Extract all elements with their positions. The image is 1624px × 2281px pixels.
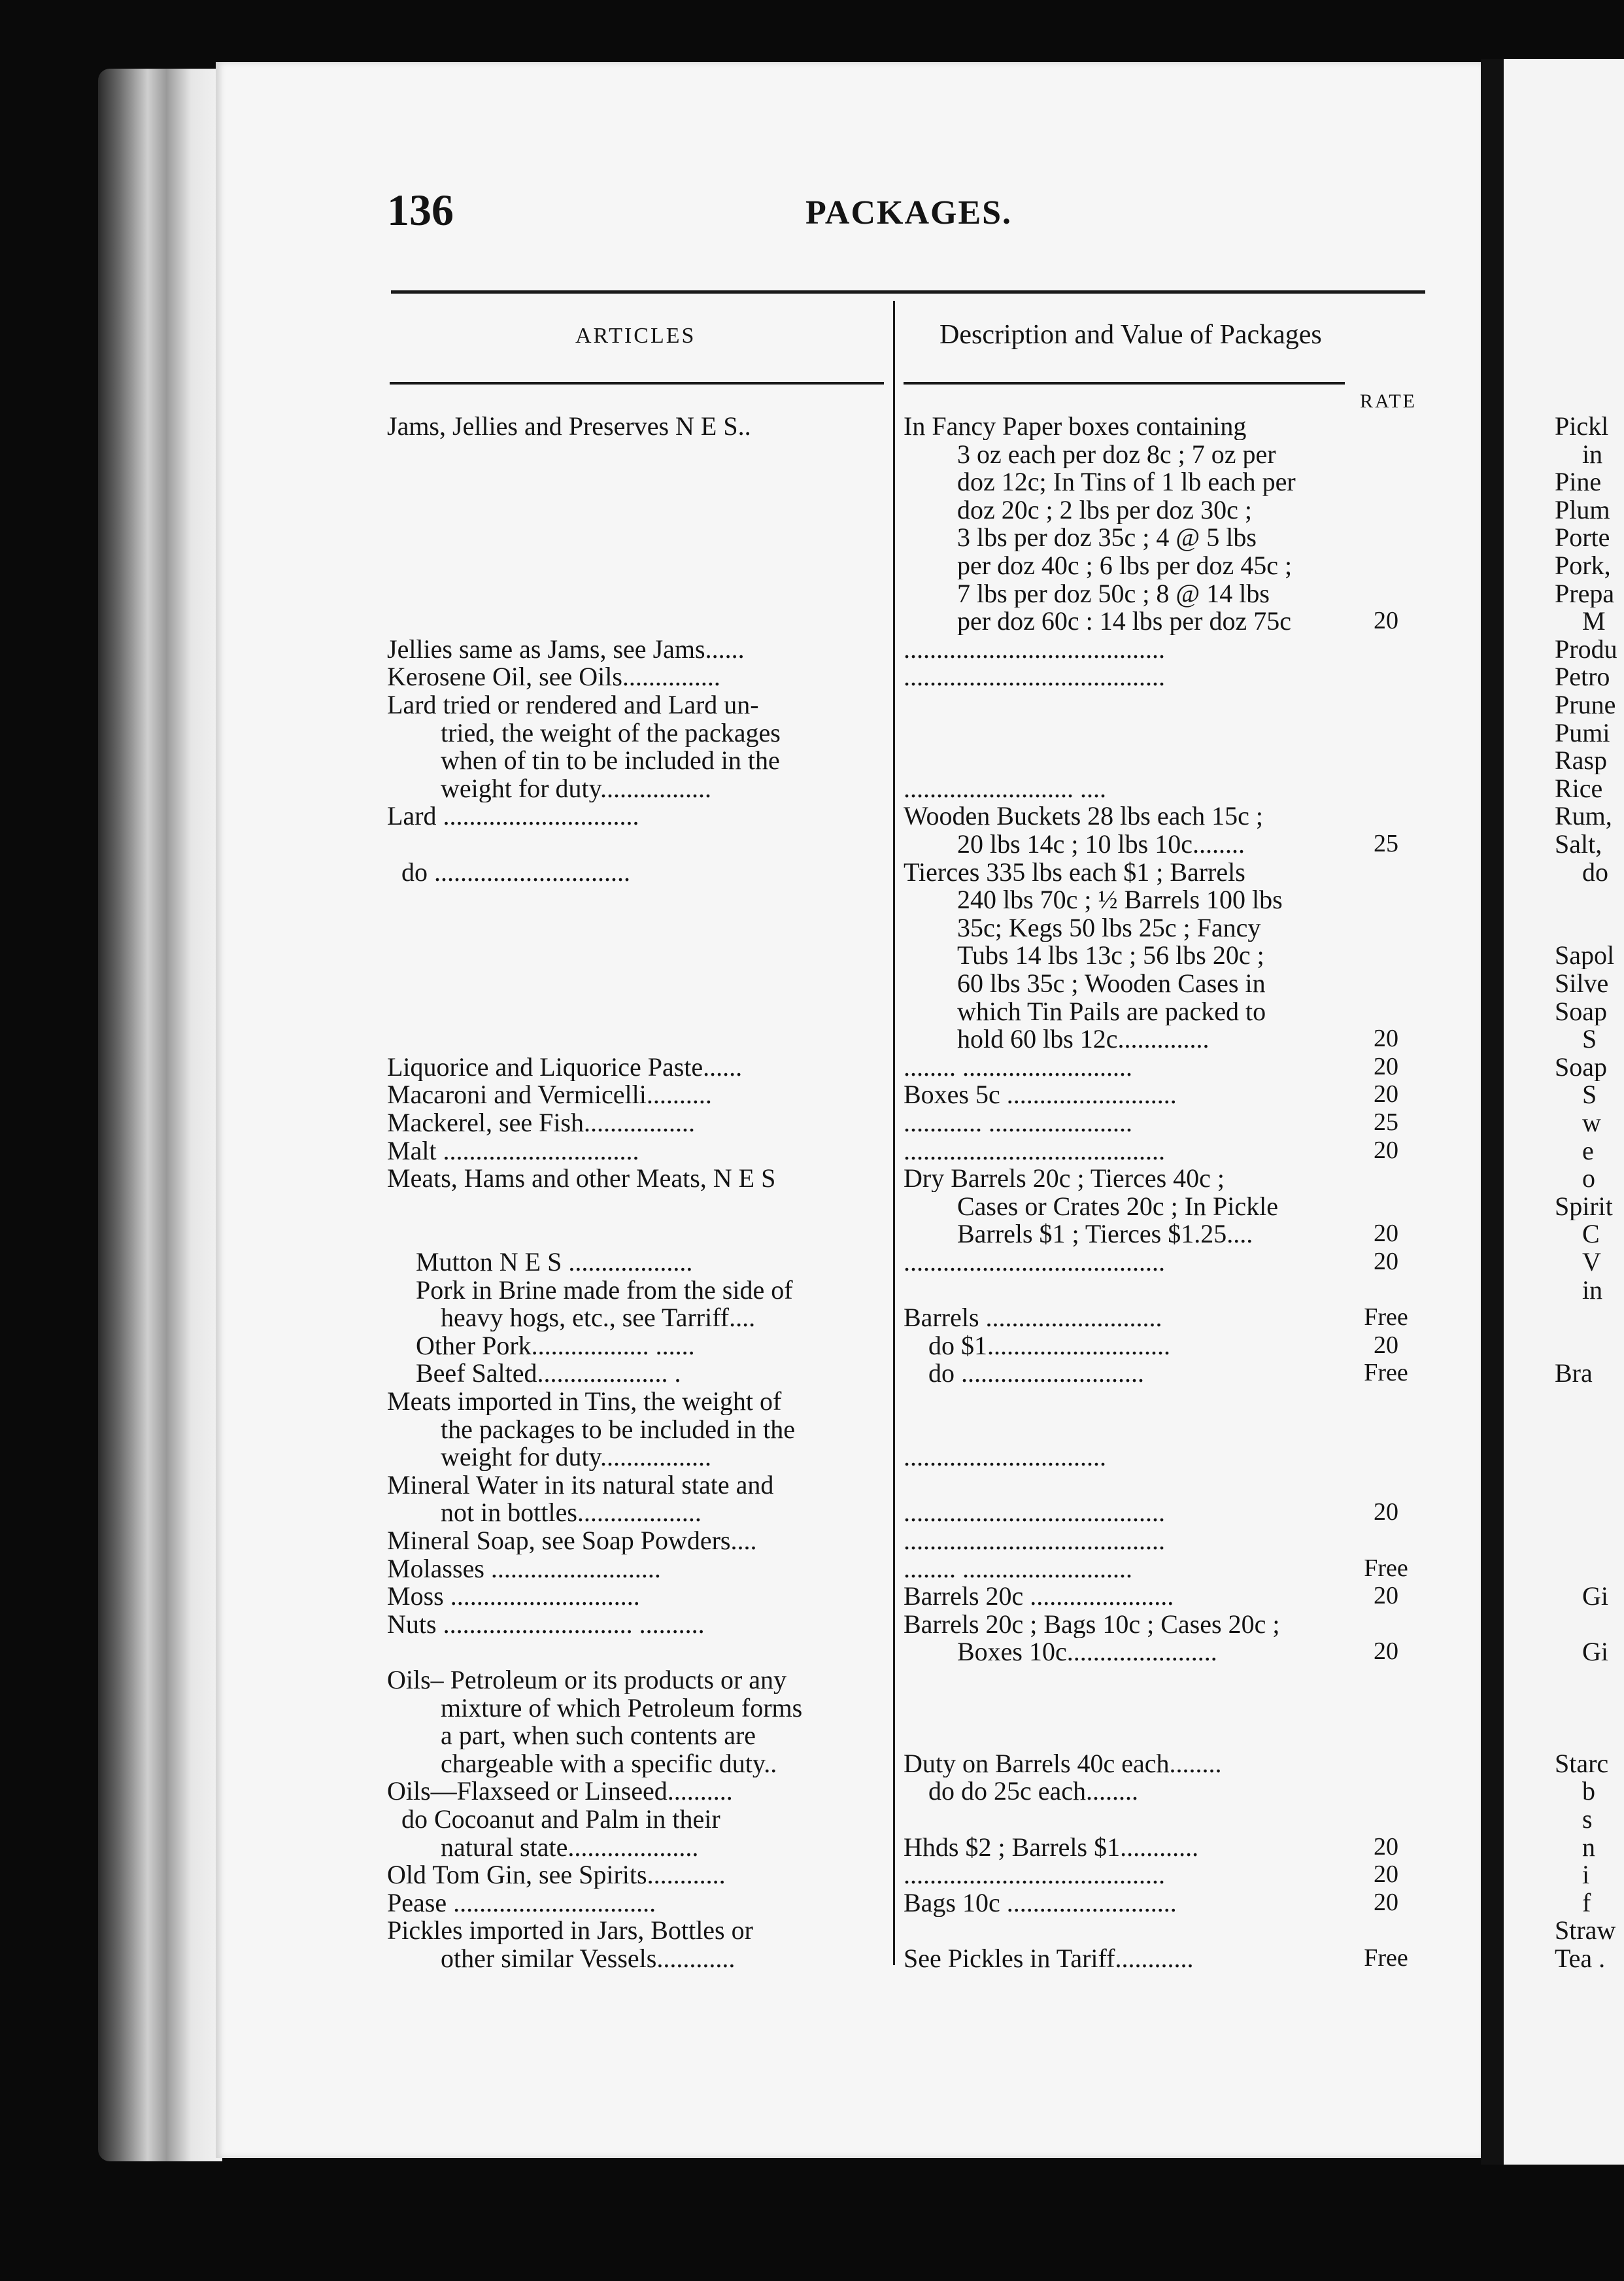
page-edge	[98, 69, 222, 2161]
package-description: Bags 10c ..........................	[904, 1889, 1177, 1917]
article-text: Lard ..............................	[387, 802, 639, 830]
article-text: Old Tom Gin, see Spirits............	[387, 1861, 726, 1889]
duty-rate: Free	[1364, 1359, 1408, 1386]
article-text: Other Pork.................. ......	[416, 1331, 695, 1360]
duty-rate: 20	[1374, 1582, 1398, 1609]
article-text: Macaroni and Vermicelli..........	[387, 1080, 712, 1108]
article-text: Kerosene Oil, see Oils...............	[387, 662, 720, 691]
facing-page-fragment: Petro	[1555, 662, 1610, 691]
article-text: Liquorice and Liquorice Paste......	[387, 1053, 743, 1081]
facing-page-fragment: S	[1582, 1025, 1597, 1053]
package-description: ........................................	[904, 1498, 1165, 1526]
package-description: Hhds $2 ; Barrels $1............	[904, 1833, 1199, 1861]
package-description: doz 12c; In Tins of 1 lb each per	[957, 468, 1296, 496]
facing-page-fragment: V	[1582, 1248, 1601, 1276]
article-text: not in bottles...................	[441, 1498, 702, 1526]
article-text: Oils– Petroleum or its products or any	[387, 1666, 787, 1694]
page-header	[387, 184, 1427, 243]
package-description: do do 25c each........	[928, 1777, 1139, 1805]
article-text: Beef Salted.................... .	[416, 1359, 681, 1387]
package-description: ............ ......................	[904, 1108, 1132, 1137]
running-head: PACKAGES.	[805, 194, 1013, 232]
duty-rate: 20	[1374, 1498, 1398, 1526]
facing-page-fragment: n	[1582, 1833, 1595, 1861]
package-description: Boxes 10c.......................	[957, 1638, 1217, 1666]
article-text: Pease ...............................	[387, 1889, 656, 1917]
article-text: Mineral Water in its natural state and	[387, 1471, 774, 1499]
package-description: See Pickles in Tariff............	[904, 1944, 1194, 1972]
package-description: ........................................	[904, 1248, 1165, 1276]
column-divider	[893, 301, 895, 1965]
duty-rate: 20	[1374, 1248, 1398, 1275]
duty-rate: 20	[1374, 1220, 1398, 1247]
package-description: 20 lbs 14c ; 10 lbs 10c........	[957, 830, 1245, 858]
article-text: Jellies same as Jams, see Jams......	[387, 635, 745, 663]
facing-page-fragment: Soap	[1555, 1053, 1607, 1081]
duty-rate: 25	[1374, 830, 1398, 857]
article-text: Meats imported in Tins, the weight of	[387, 1387, 782, 1415]
facing-page-fragment: w	[1582, 1108, 1601, 1137]
facing-page-fragment: Rasp	[1555, 746, 1607, 774]
duty-rate: 20	[1374, 1833, 1398, 1861]
article-text: weight for duty.................	[441, 774, 712, 802]
facing-page-fragment: Pine	[1555, 468, 1602, 496]
article-text: natural state....................	[441, 1833, 699, 1861]
facing-page-fragment: Pickl	[1555, 412, 1609, 440]
package-description: hold 60 lbs 12c..............	[957, 1025, 1210, 1053]
facing-page-fragment: M	[1582, 607, 1606, 635]
duty-rate: Free	[1364, 1554, 1408, 1582]
package-description: Dry Barrels 20c ; Tierces 40c ;	[904, 1164, 1225, 1192]
facing-page-fragment: b	[1582, 1777, 1595, 1805]
facing-page-fragment: Porte	[1555, 523, 1610, 551]
duty-rate: 20	[1374, 607, 1398, 634]
package-description: ........ ..........................	[904, 1053, 1132, 1081]
package-description: ........................................	[904, 1526, 1165, 1554]
article-text: other similar Vessels............	[441, 1944, 736, 1972]
book-gutter	[1481, 59, 1504, 2165]
package-description: 7 lbs per doz 50c ; 8 @ 14 lbs	[957, 579, 1270, 608]
duty-rate: Free	[1364, 1944, 1408, 1972]
package-description: Tierces 335 lbs each $1 ; Barrels	[904, 858, 1245, 886]
package-description: ........................................	[904, 635, 1165, 663]
facing-page-fragment: f	[1582, 1889, 1591, 1917]
article-text: mixture of which Petroleum forms	[441, 1694, 803, 1722]
article-text: heavy hogs, etc., see Tarriff....	[441, 1303, 756, 1331]
facing-page-fragment: Prune	[1555, 691, 1616, 719]
article-text: Mackerel, see Fish.................	[387, 1108, 696, 1137]
facing-page-fragment: in	[1582, 1276, 1603, 1304]
package-description: Tubs 14 lbs 13c ; 56 lbs 20c ;	[957, 941, 1264, 969]
facing-page-fragment: Tea .	[1555, 1944, 1606, 1972]
article-text: Lard tried or rendered and Lard un-	[387, 691, 759, 719]
article-text: when of tin to be included in the	[441, 746, 780, 774]
package-description: 60 lbs 35c ; Wooden Cases in	[957, 969, 1266, 997]
package-description: In Fancy Paper boxes containing	[904, 412, 1247, 440]
article-text: weight for duty.................	[441, 1443, 712, 1471]
package-description: Wooden Buckets 28 lbs each 15c ;	[904, 802, 1263, 830]
article-text: Jams, Jellies and Preserves N E S..	[387, 412, 751, 440]
package-description: ........................................	[904, 1137, 1165, 1165]
package-description: .......................... ....	[904, 774, 1106, 802]
facing-page-fragment: Spirit	[1555, 1192, 1613, 1220]
article-text: do ..............................	[401, 858, 630, 886]
package-description: Barrels $1 ; Tierces $1.25....	[957, 1220, 1253, 1248]
facing-page-fragment: C	[1582, 1220, 1600, 1248]
facing-page-fragment: Rum,	[1555, 802, 1612, 830]
facing-page-fragment: Plum	[1555, 496, 1610, 524]
package-description: ........................................	[904, 662, 1165, 691]
duty-rate: 20	[1374, 1889, 1398, 1916]
facing-page-fragment: Sapol	[1555, 941, 1615, 969]
package-description: 240 lbs 70c ; ½ Barrels 100 lbs	[957, 885, 1283, 914]
facing-page-fragment: Soap	[1555, 997, 1607, 1025]
package-description: ........ ..........................	[904, 1554, 1132, 1583]
duty-rate: 20	[1374, 1331, 1398, 1359]
facing-page-fragment: Pork,	[1555, 551, 1611, 579]
package-description: Boxes 5c ..........................	[904, 1080, 1177, 1108]
package-description: 3 oz each per doz 8c ; 7 oz per	[957, 440, 1276, 468]
package-description: Barrels 20c ; Bags 10c ; Cases 20c ;	[904, 1610, 1280, 1638]
package-description: ...............................	[904, 1443, 1106, 1471]
package-description: per doz 60c : 14 lbs per doz 75c	[957, 607, 1291, 635]
package-description: do ............................	[928, 1359, 1144, 1387]
duty-rate: 20	[1374, 1025, 1398, 1052]
duty-rate: 20	[1374, 1638, 1398, 1665]
package-description: ........................................	[904, 1861, 1165, 1889]
article-text: Meats, Hams and other Meats, N E S	[387, 1164, 776, 1192]
article-text: a part, when such contents are	[441, 1721, 756, 1749]
facing-page-fragment: in	[1582, 440, 1603, 468]
facing-page-fragment: s	[1582, 1805, 1593, 1833]
description-header-rule	[904, 382, 1345, 385]
articles-header-rule	[390, 382, 884, 385]
article-text: Malt ..............................	[387, 1137, 639, 1165]
package-description: 3 lbs per doz 35c ; 4 @ 5 lbs	[957, 523, 1257, 551]
article-text: do Cocoanut and Palm in their	[401, 1805, 720, 1833]
package-description: which Tin Pails are packed to	[957, 997, 1266, 1025]
article-text: Moss .............................	[387, 1582, 640, 1610]
article-text: chargeable with a specific duty..	[441, 1749, 777, 1777]
article-text: Molasses ..........................	[387, 1554, 661, 1583]
facing-page-fragment: Salt,	[1555, 830, 1602, 858]
facing-page-fragment: Pumi	[1555, 719, 1610, 747]
facing-page-fragment: Starc	[1555, 1749, 1609, 1777]
article-text: the packages to be included in the	[441, 1415, 796, 1443]
facing-page-fragment: o	[1582, 1164, 1595, 1192]
duty-rate: 20	[1374, 1137, 1398, 1164]
package-description: Barrels 20c ......................	[904, 1582, 1174, 1610]
article-text: Oils—Flaxseed or Linseed..........	[387, 1777, 733, 1805]
article-text: Pickles imported in Jars, Bottles or	[387, 1916, 753, 1944]
article-text: Pork in Brine made from the side of	[416, 1276, 793, 1304]
facing-page-fragment: Produ	[1555, 635, 1617, 663]
duty-rate: Free	[1364, 1303, 1408, 1331]
articles-column-header: ARTICLES	[575, 324, 696, 348]
package-description: Cases or Crates 20c ; In Pickle	[957, 1192, 1278, 1220]
top-rule	[391, 290, 1425, 294]
facing-page-fragment: Prepa	[1555, 579, 1615, 608]
article-text: Mineral Soap, see Soap Powders....	[387, 1526, 757, 1554]
description-column-header: Description and Value of Packages	[939, 320, 1322, 350]
package-description: doz 20c ; 2 lbs per doz 30c ;	[957, 496, 1252, 524]
facing-page-fragment: i	[1582, 1861, 1590, 1889]
facing-page-fragment: Bra	[1555, 1359, 1593, 1387]
duty-rate: 20	[1374, 1053, 1398, 1080]
package-description: Barrels ...........................	[904, 1303, 1162, 1331]
duty-rate: 20	[1374, 1861, 1398, 1888]
facing-page-fragment: Gi	[1582, 1638, 1608, 1666]
facing-page-fragment: Gi	[1582, 1582, 1608, 1610]
article-text: tried, the weight of the packages	[441, 719, 781, 747]
facing-page-fragment: Rice	[1555, 774, 1603, 802]
facing-page-fragment: do	[1582, 858, 1608, 886]
package-description: 35c; Kegs 50 lbs 25c ; Fancy	[957, 914, 1261, 942]
page-number: 136	[387, 185, 454, 235]
duty-rate: 20	[1374, 1080, 1398, 1108]
package-description: Duty on Barrels 40c each........	[904, 1749, 1222, 1777]
facing-page-fragment: e	[1582, 1137, 1594, 1165]
facing-page-fragment: Silve	[1555, 969, 1609, 997]
facing-page-fragment: Straw	[1555, 1916, 1616, 1944]
rate-column-header: RATE	[1360, 390, 1417, 412]
duty-rate: 25	[1374, 1108, 1398, 1136]
article-text: Nuts ............................. ..........	[387, 1610, 705, 1638]
facing-page-fragment: S	[1582, 1080, 1597, 1108]
package-description: do $1............................	[928, 1331, 1170, 1360]
package-description: per doz 40c ; 6 lbs per doz 45c ;	[957, 551, 1293, 579]
article-text: Mutton N E S ...................	[416, 1248, 693, 1276]
